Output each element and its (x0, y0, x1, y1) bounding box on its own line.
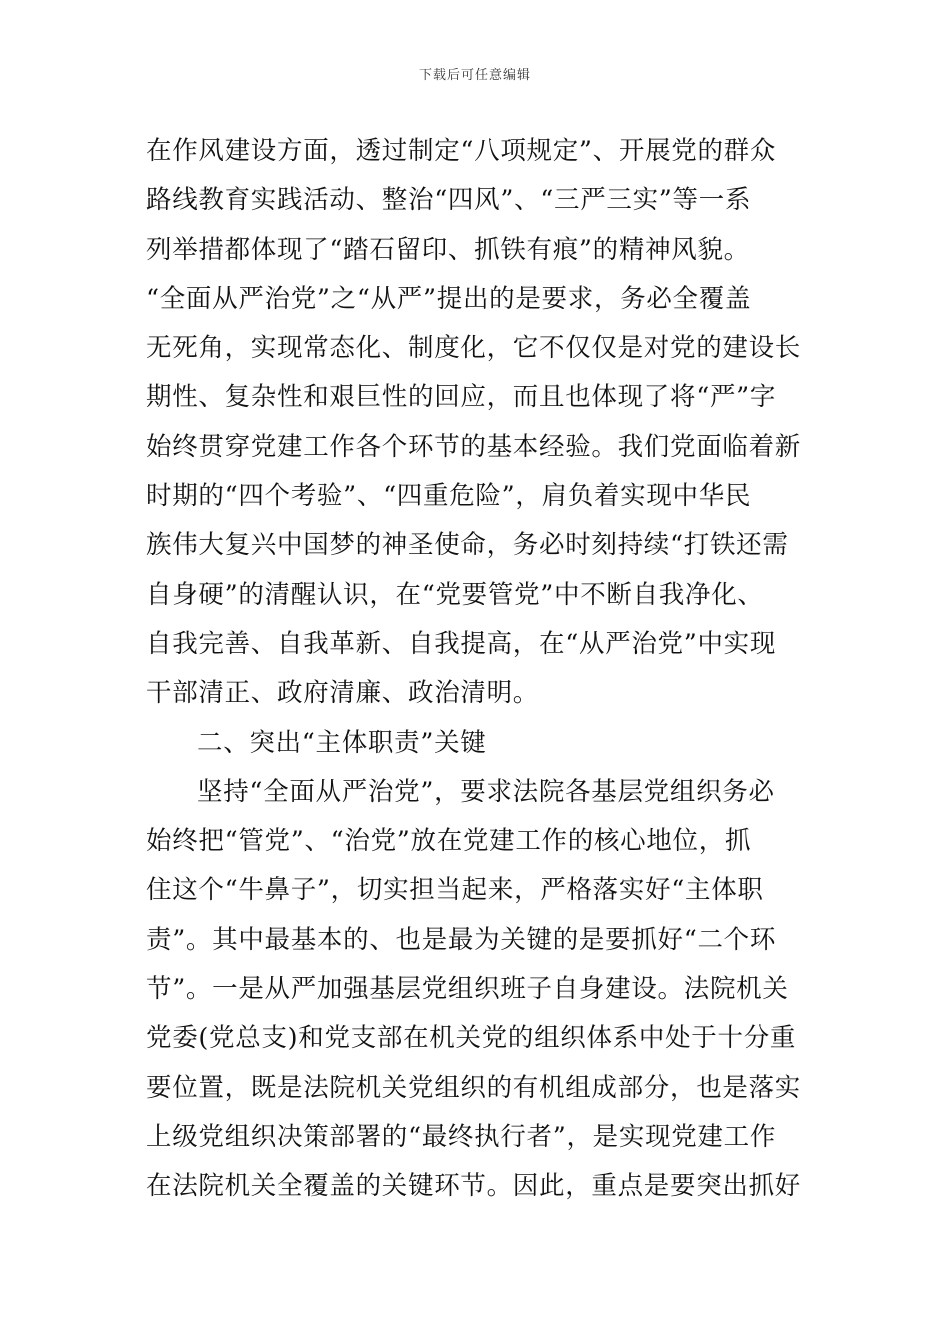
text-line: 节”。一是从严加强基层党组织班子自身建设。法院机关 (146, 974, 789, 1005)
text-line: 责”。其中最基本的、也是最为关键的是要抓好“二个环 (146, 924, 777, 955)
text-line: 党委(党总支)和党支部在机关党的组织体系中处于十分重 (146, 1023, 797, 1054)
page-header: 下载后可任意编辑 (418, 68, 531, 83)
text-line: 自身硬”的清醒认识，在“党要管党”中不断自我净化、 (146, 579, 764, 610)
section-heading: 二、突出“主体职责”关键 (197, 727, 487, 758)
text-line: 路线教育实践活动、整治“四风”、“三严三实”等一系 (146, 185, 752, 216)
text-line: 上级党组织决策部署的“最终执行者”，是实现党建工作 (146, 1121, 777, 1152)
text-line: 族伟大复兴中国梦的神圣使命，务必时刻持续“打铁还需 (146, 530, 789, 561)
text-line: 在作风建设方面，透过制定“八项规定”、开展党的群众 (146, 136, 777, 166)
text-line: 无死角，实现常态化、制度化，它不仅仅是对党的建设长 (146, 333, 802, 364)
text-line: 始终把“管党”、“治党”放在党建工作的核心地位，抓 (146, 826, 752, 857)
text-line: 期性、复杂性和艰巨性的回应，而且也体现了将“严”字 (146, 382, 777, 413)
text-line: 要位置，既是法院机关党组织的有机组成部分，也是落实 (146, 1072, 802, 1103)
text-line: 时期的“四个考验”、“四重危险”，肩负着实现中华民 (146, 481, 752, 512)
text-line: “全面从严治党”之“从严”提出的是要求，务必全覆盖 (146, 283, 752, 314)
text-line: 在法院机关全覆盖的关键环节。因此，重点是要突出抓好 (146, 1171, 802, 1202)
text-line: 住这个“牛鼻子”，切实担当起来，严格落实好“主体职 (146, 875, 764, 906)
text-line: 坚持“全面从严治党”，要求法院各基层党组织务必 (197, 776, 775, 807)
text-line: 自我完善、自我革新、自我提高，在“从严治党”中实现 (146, 628, 777, 659)
document-body (146, 127, 810, 1212)
text-line: 始终贯穿党建工作各个环节的基本经验。我们党面临着新 (146, 431, 802, 462)
text-line: 干部清正、政府清廉、政治清明。 (146, 678, 540, 709)
text-line: 列举措都体现了“踏石留印、抓铁有痕”的精神风貌。 (146, 234, 750, 265)
